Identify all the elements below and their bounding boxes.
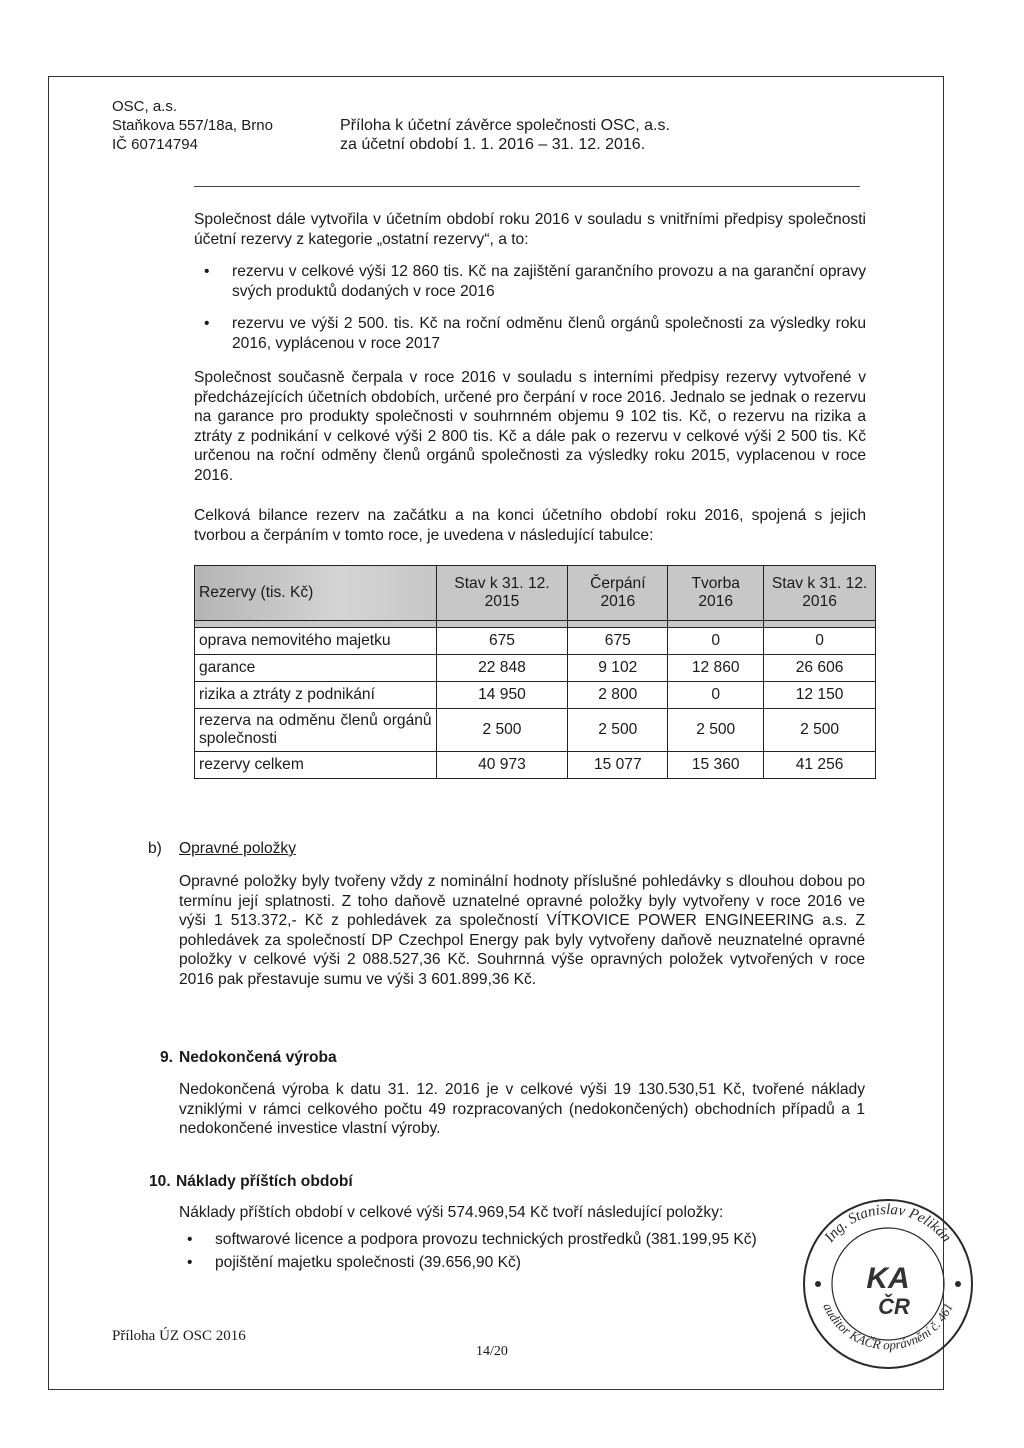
table-cell: 22 848: [436, 655, 568, 682]
header-divider: [194, 186, 860, 187]
table-cell: garance: [195, 655, 437, 682]
bullet-icon: •: [204, 315, 210, 332]
svg-text:KA: KA: [866, 1262, 910, 1295]
table-row: [195, 752, 876, 779]
table-cell: 2 500: [568, 709, 668, 752]
table-cell: 2 500: [436, 709, 568, 752]
section-10-paragraph: Náklady příštích období v celkové výši 574.969,54 Kč tvoří následující položky:: [179, 1204, 724, 1221]
company-header: [112, 97, 273, 154]
table-cell: 2 500: [764, 709, 876, 752]
table-row: [195, 709, 876, 752]
list-item: [194, 262, 866, 301]
bullet-icon: •: [187, 1253, 193, 1271]
drawing-paragraph: Společnost současně čerpala v roce 2016 v souladu s interními předpisy rezervy vytvořené v předcházejících účetních obdobích, určené pro čerpání v roce 2016. Jednalo se jednak o rezervu na garance pro produkty společnosti v souhrnném objemu 9 102 tis. Kč, o rezervu na rizika a ztráty z podnikání v celkové výši 2 800 tis. Kč a dále pak o rezervu v celkové výši 2 500 tis. Kč určenou na roční odměny členů orgánů společnosti za výsledky roku 2015, vyplacenou v roce 2016.: [194, 369, 866, 484]
document-title-line2: za účetní období 1. 1. 2016 – 31. 12. 2016.: [340, 136, 646, 153]
table-cell: 14 950: [436, 682, 568, 709]
list-item: [179, 1230, 819, 1250]
section-10-title: Náklady příštích období: [176, 1173, 353, 1190]
table-header-cell: Čerpání 2016: [568, 566, 668, 621]
table-cell: 40 973: [436, 752, 568, 779]
table-cell: rezervy celkem: [195, 752, 437, 779]
deferred-costs-list: [179, 1230, 819, 1275]
reserves-table: [194, 565, 876, 779]
list-item: [179, 1253, 819, 1273]
list-item: [194, 314, 866, 353]
table-cell: 26 606: [764, 655, 876, 682]
company-name: OSC, a.s.: [112, 98, 178, 115]
auditor-stamp-icon: [800, 1196, 976, 1372]
table-row: [195, 682, 876, 709]
document-title: [340, 116, 670, 154]
section-b-paragraph: Opravné položky byly tvořeny vždy z nominální hodnoty příslušné pohledávky s dlouhou dobou po termínu její splatnosti. Z toho daňově uznatelné opravné položky byly vytvořeny v roce 2016 ve výši 1 513.372,- Kč z pohledávek za společností VÍTKOVICE POWER ENGINEERING a.s. Z pohledávek za společností DP Czechpol Energy pak byly vytvořeny daňově neuznatelné opravné položky v celkové výši 2 088.527,36 Kč. Souhrnná výše opravných položek vytvořených v roce 2016 pak přestavuje sumu ve výši 3 601.899,36 Kč.: [179, 873, 865, 988]
bullet-text: pojištění majetku společnosti (39.656,90 Kč): [215, 1253, 521, 1271]
table-cell: 12 150: [764, 682, 876, 709]
section-b-marker: b): [148, 840, 162, 857]
svg-text:Ing. Stanislav Pelikán: Ing. Stanislav Pelikán: [821, 1202, 955, 1246]
table-cell: 0: [668, 628, 764, 655]
bullet-icon: •: [187, 1231, 193, 1248]
table-cell: 675: [568, 628, 668, 655]
table-header-cell: Stav k 31. 12. 2015: [436, 566, 568, 621]
table-cell: rezerva na odměnu členů orgánů společnosti: [195, 709, 437, 752]
svg-text:ČR: ČR: [878, 1294, 910, 1319]
bullet-text: rezervu ve výši 2 500. tis. Kč na roční odměnu členů orgánů společnosti za výsledky roku 2016, vyplácenou v roce 2017: [232, 315, 866, 352]
table-row: [195, 628, 876, 655]
reserves-bullet-list: [194, 262, 866, 366]
intro-paragraph: Společnost dále vytvořila v účetním období roku 2016 v souladu s vnitřními předpisy společnosti účetní rezervy z kategorie „ostatní rezervy“, a to:: [194, 211, 866, 248]
svg-text:auditor KAČR oprávnění č. 461: auditor KAČR oprávnění č. 461: [820, 1300, 956, 1353]
table-header-cell: Tvorba 2016: [668, 566, 764, 621]
company-address: Staňkova 557/18a, Brno: [112, 117, 273, 134]
table-cell: 15 360: [668, 752, 764, 779]
balance-paragraph: Celková bilance rezerv na začátku a na konci účetního období roku 2016, spojená s jejich tvorbou a čerpáním v tomto roce, je uvedena v následující tabulce:: [194, 507, 866, 544]
table-header-cell: Rezervy (tis. Kč): [195, 566, 437, 621]
table-row: [195, 655, 876, 682]
table-cell: 0: [764, 628, 876, 655]
bullet-text: rezervu v celkové výši 12 860 tis. Kč na zajištění garančního provozu a na garanční opravy svých produktů dodaných v roce 2016: [232, 263, 866, 300]
table-cell: 2 500: [668, 709, 764, 752]
table-spacer-row: [195, 621, 876, 628]
section-9-number: 9.: [160, 1049, 174, 1066]
bullet-text: softwarové licence a podpora provozu technických prostředků (381.199,95 Kč): [215, 1231, 757, 1248]
table-header-cell: Stav k 31. 12. 2016: [764, 566, 876, 621]
section-b-title: Opravné položky: [179, 840, 297, 857]
footer-label: Příloha ÚZ OSC 2016: [112, 1328, 246, 1344]
table-cell: 675: [436, 628, 568, 655]
table-cell: 12 860: [668, 655, 764, 682]
table-cell: 0: [668, 682, 764, 709]
table-cell: 9 102: [568, 655, 668, 682]
section-9-paragraph: Nedokončená výroba k datu 31. 12. 2016 je v celkové výši 19 130.530,51 Kč, tvořené náklady vzniklými v rámci celkového počtu 49 rozpracovaných (nedokončených) obchodních případů a 1 nedokončené investice vlastní výroby.: [179, 1081, 865, 1137]
table-cell: oprava nemovitého majetku: [195, 628, 437, 655]
table-cell: rizika a ztráty z podnikání: [195, 682, 437, 709]
company-ic: IČ 60714794: [112, 136, 198, 153]
page-number: 14/20: [476, 1344, 508, 1359]
bullet-icon: •: [204, 263, 210, 280]
table-cell: 2 800: [568, 682, 668, 709]
table-cell: 41 256: [764, 752, 876, 779]
document-title-line1: Příloha k účetní závěrce společnosti OSC, a.s.: [340, 117, 670, 134]
section-10-number: 10.: [149, 1173, 171, 1190]
table-header-row: [195, 566, 876, 621]
table-cell: 15 077: [568, 752, 668, 779]
section-9-title: Nedokončená výroba: [179, 1049, 337, 1066]
